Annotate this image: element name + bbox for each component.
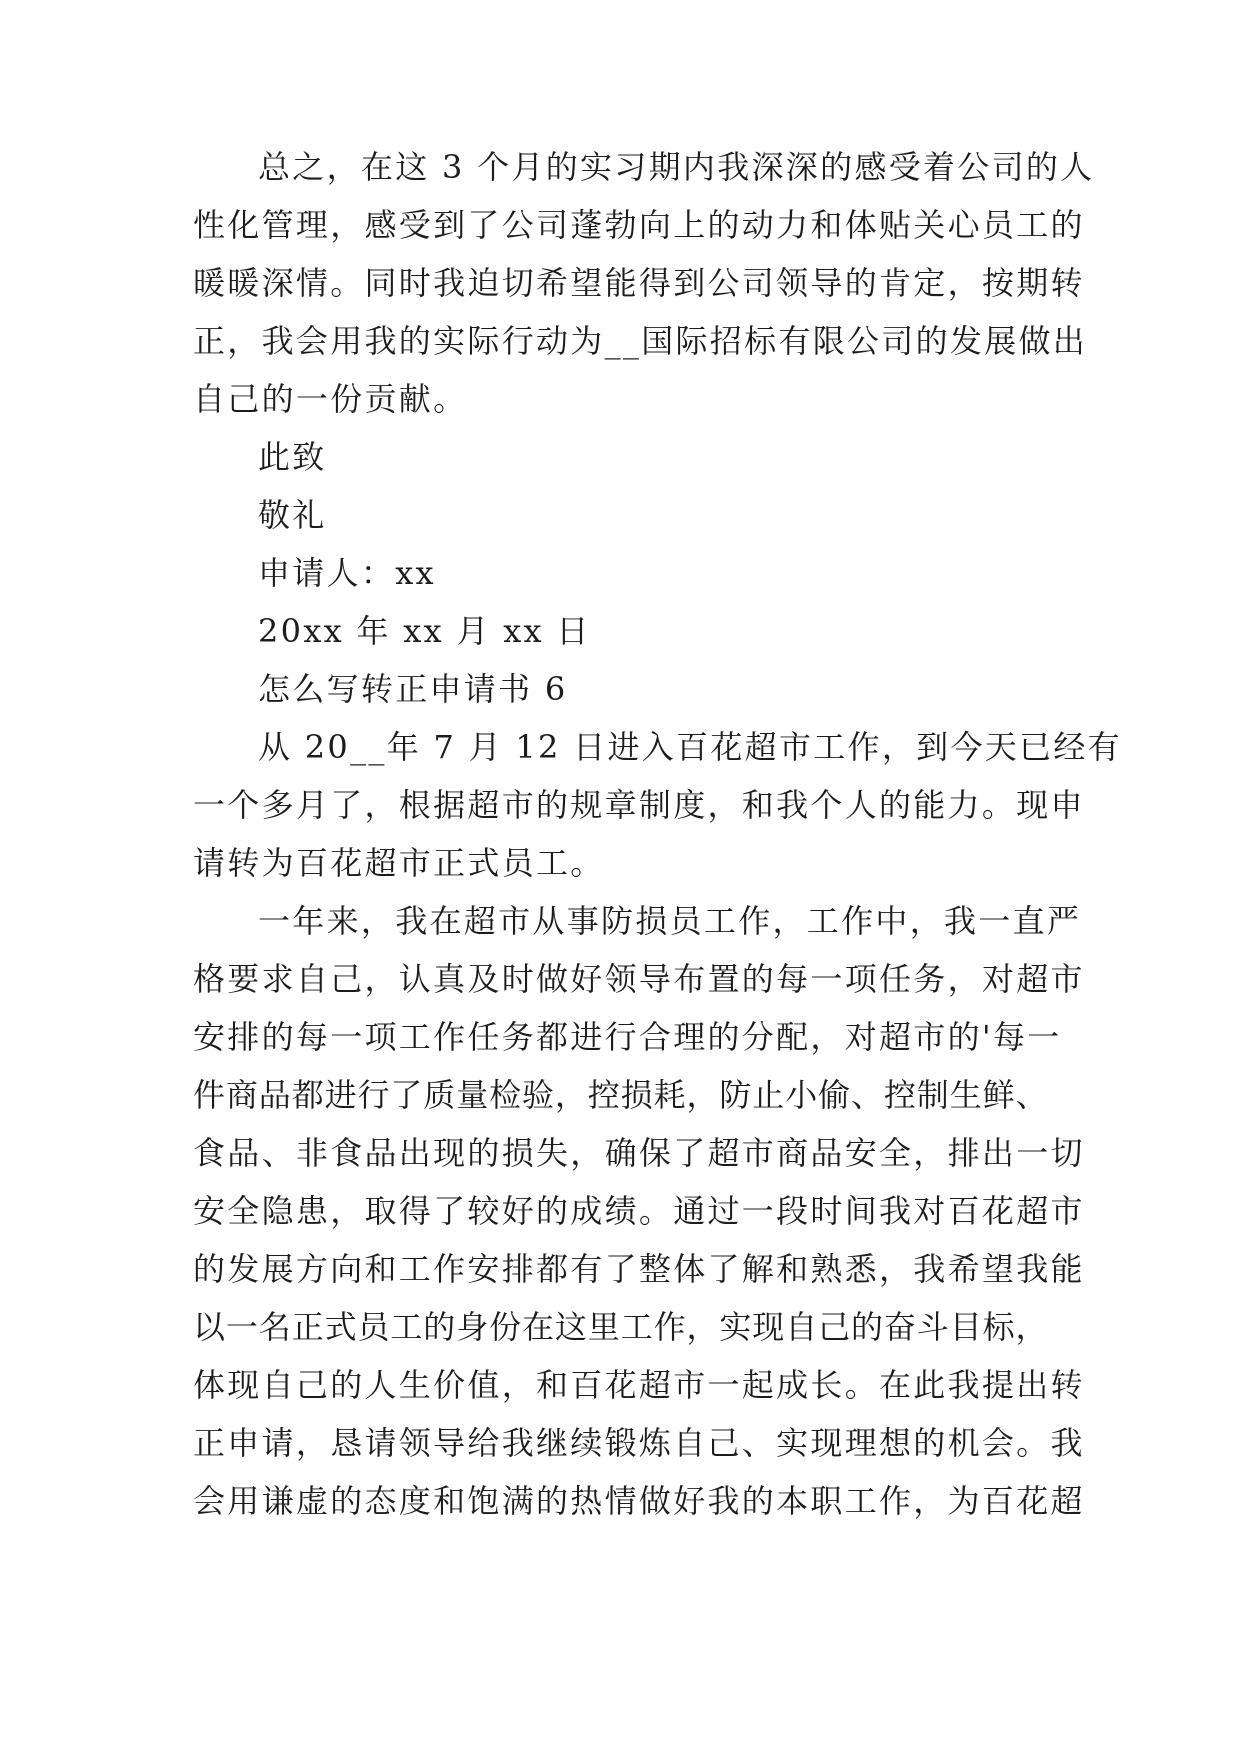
paragraph-body-line: 食品、非食品出现的损失，确保了超市商品安全，排出一切	[193, 1134, 1085, 1172]
paragraph-body-line: 正申请，恳请领导给我继续锻炼自己、实现理想的机会。我	[193, 1424, 1085, 1462]
paragraph-intro-line: 请转为百花超市正式员工。	[193, 844, 605, 882]
paragraph-closing-line: 总之，在这 3 个月的实习期内我深深的感受着公司的人	[258, 148, 1095, 186]
document-body	[193, 138, 1122, 1530]
paragraph-closing-line: 性化管理，感受到了公司蓬勃向上的动力和体贴关心员工的	[193, 206, 1085, 244]
date-line: 20xx 年 xx 月 xx 日	[258, 612, 591, 650]
paragraph-body-line: 的发展方向和工作安排都有了整体了解和熟悉，我希望我能	[193, 1250, 1085, 1288]
paragraph-body-line: 体现自己的人生价值，和百花超市一起成长。在此我提出转	[193, 1366, 1085, 1404]
paragraph-body-line: 一年来，我在超市从事防损员工作，工作中，我一直严	[258, 902, 1082, 940]
paragraph-closing-line: 正，我会用我的实际行动为__国际招标有限公司的发展做出	[193, 322, 1088, 360]
paragraph-intro-line: 从 20__年 7 月 12 日进入百花超市工作，到今天已经有	[258, 728, 1122, 766]
paragraph-body-line: 会用谦虚的态度和饱满的热情做好我的本职工作，为百花超	[193, 1482, 1085, 1520]
salutation-jingli: 敬礼	[258, 496, 327, 534]
salutation-cizhi: 此致	[258, 438, 327, 476]
applicant-line: 申请人：xx	[258, 554, 436, 592]
paragraph-body-line: 件商品都进行了质量检验，控损耗，防止小偷、控制生鲜、	[193, 1076, 1049, 1114]
paragraph-intro-line: 一个多月了，根据超市的规章制度，和我个人的能力。现申	[193, 786, 1085, 824]
paragraph-body-line: 安排的每一项工作任务都进行合理的分配，对超市的'每一	[193, 1018, 1062, 1056]
paragraph-body-line: 安全隐患，取得了较好的成绩。通过一段时间我对百花超市	[193, 1192, 1085, 1230]
paragraph-body-line: 以一名正式员工的身份在这里工作，实现自己的奋斗目标，	[193, 1308, 1049, 1346]
paragraph-closing-line: 暖暖深情。同时我迫切希望能得到公司领导的肯定，按期转	[193, 264, 1085, 302]
paragraph-closing-line: 自己的一份贡献。	[193, 380, 468, 418]
paragraph-body-line: 格要求自己，认真及时做好领导布置的每一项任务，对超市	[193, 960, 1085, 998]
section-title: 怎么写转正申请书 6	[258, 670, 568, 708]
